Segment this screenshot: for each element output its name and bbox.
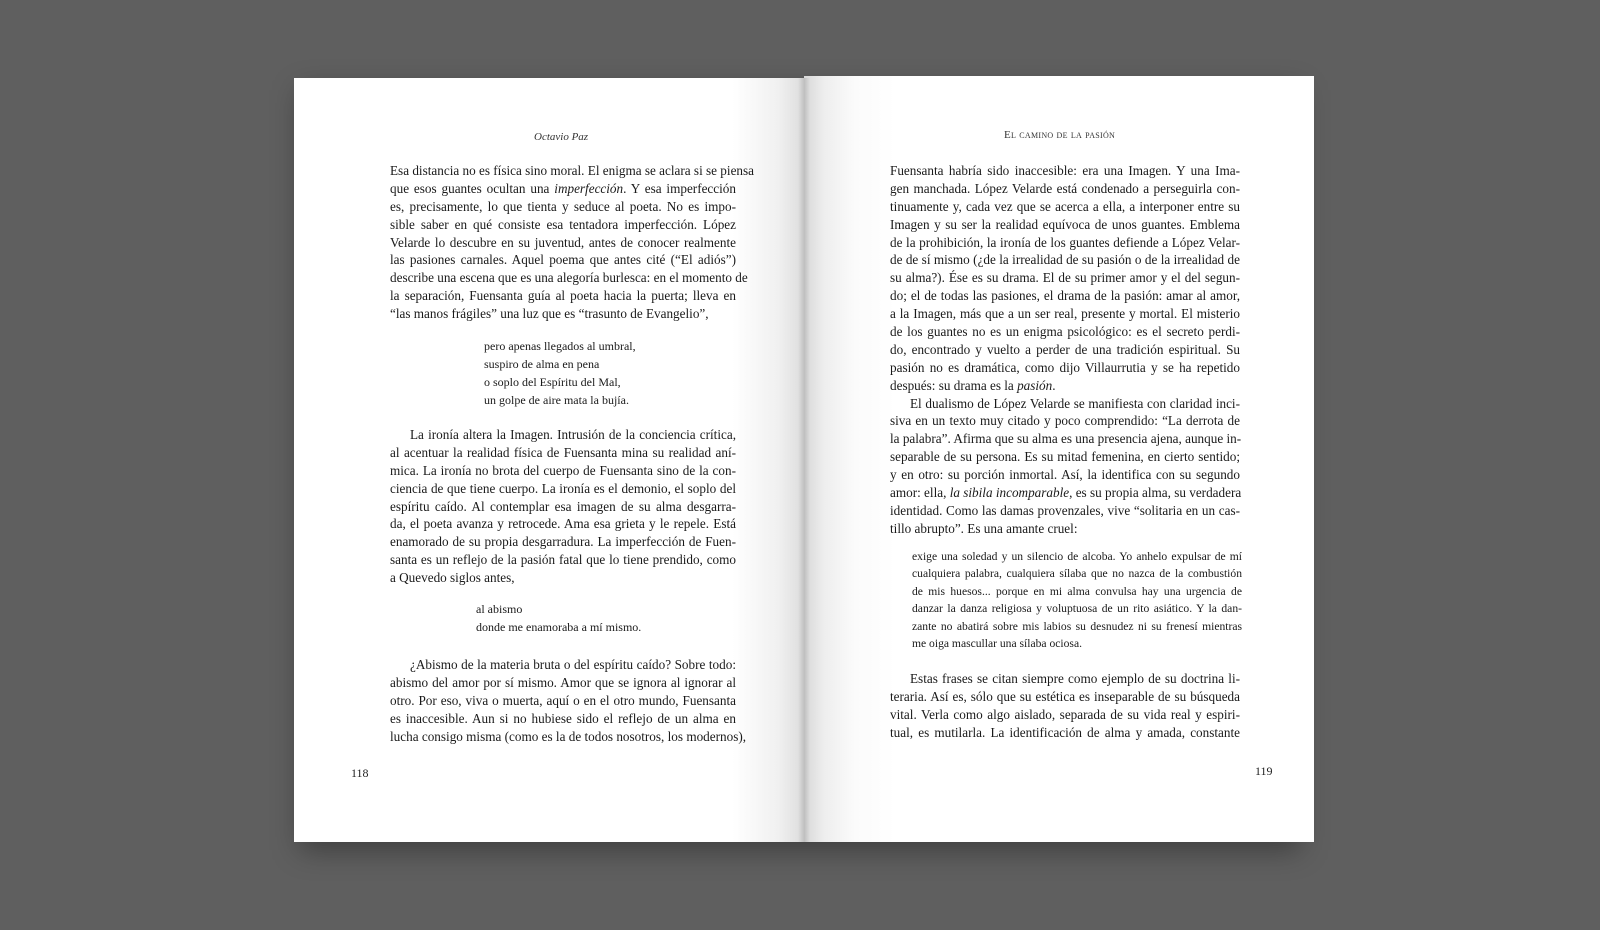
right-paragraph-1 [890, 162, 1240, 538]
verse-line: suspiro de alma en pena [484, 356, 600, 371]
text-line: El dualismo de López Velarde se manifiesta con claridad inci- [910, 395, 1240, 411]
text-line: da, el poeta avanza y retrocede. Ama esa grieta y le repele. Está [390, 516, 736, 532]
text-line: describe una escena que es una alegoría burlesca: en el momento de [390, 270, 748, 286]
block-quote [912, 548, 1242, 652]
text-line: enamorado de su propia desgarradura. La imperfección de Fuen- [390, 534, 736, 550]
text-line: identidad. Como las damas provenzales, vive “solitaria en un cas- [890, 502, 1240, 518]
verse-line: donde me enamoraba a mí mismo. [476, 619, 642, 634]
left-paragraph-2 [390, 426, 736, 587]
right-paragraph-3 [890, 670, 1240, 742]
quote-line: de mis huesos... porque en mi alma convulsa hay una urgencia de [912, 584, 1242, 598]
text-line: siva en un texto muy citado y poco comprendido: “La derrota de [890, 413, 1240, 429]
text-line: pasión no es dramática, como dijo Villaurrutia y se ha repetido [890, 359, 1240, 375]
verse-quote-1 [484, 338, 636, 410]
text-line: separable de su persona. Es su mitad femenina, en cierto sentido; [890, 449, 1240, 465]
text-line: gen manchada. López Velarde está condenado a perseguirla con- [890, 180, 1240, 196]
text-line: la separación, Fuensanta guía al poeta hacia la puerta; lleva en [390, 288, 736, 304]
left-paragraph-1 [390, 162, 755, 323]
text-line: mica. La ironía no brota del cuerpo de Fuensanta sino de la con- [390, 462, 736, 478]
text-line: es, precisamente, lo que tienta y seduce al poeta. No es impo- [390, 198, 736, 214]
text-line: al acentuar la realidad física de Fuensanta mina su realidad aní- [390, 444, 736, 460]
text-line: a Quevedo siglos antes, [390, 570, 515, 586]
quote-line: danzar la danza religiosa y voluptuosa de un rito asiático. Y la dan- [912, 602, 1242, 616]
text-line: a la Imagen, más que a un ser real, presente y mortal. El misterio [890, 306, 1240, 322]
text-line: Velarde lo descubre en su juventud, antes de conocer realmente [390, 234, 736, 250]
verse-line: al abismo [476, 602, 523, 616]
text-line: después: su drama es la pasión. [890, 377, 1056, 393]
emphasis-text: imperfección [554, 180, 624, 196]
emphasis-text: pasión [1017, 377, 1053, 393]
text-line: es inaccesible. Aun si no hubiese sido el reflejo de un alma en [390, 710, 736, 726]
text-line: La ironía altera la Imagen. Intrusión de la conciencia crítica, [410, 427, 736, 442]
text-line: de los guantes no es un enigma psicológico: es el secreto perdi- [890, 324, 1240, 340]
verse-line: pero apenas llegados al umbral, [484, 339, 636, 353]
text-line: sible saber en qué consiste esa tentadora imperfección. López [390, 216, 736, 232]
quote-line: cualquiera palabra, cualquiera sílaba que no nazca de la combustión [912, 567, 1242, 581]
text-line: tillo abrupto”. Es una amante cruel: [890, 520, 1078, 536]
text-line: de de sí mismo (¿de la irrealidad de su pasión o de la irrealidad de [890, 252, 1240, 268]
right-page [804, 76, 1314, 842]
page-number-left: 118 [351, 766, 369, 780]
running-head-author: Octavio Paz [534, 131, 589, 143]
text-line: y en otro: su porción inmortal. Así, la identifica con su segundo [890, 467, 1240, 483]
text-line: “las manos frágiles” una luz que es “trasunto de Evangelio”, [390, 306, 709, 322]
text-line: tinuamente y, cada vez que se acerca a ella, a interponer entre su [890, 198, 1240, 214]
verse-quote-2 [476, 601, 641, 637]
text-line: que esos guantes ocultan una imperfección. Y esa imperfección [390, 180, 736, 196]
text-line: de la prohibición, la ironía de los guantes defiende a López Velar- [890, 234, 1240, 250]
text-line: do; el de todas las pasiones, el drama de la pasión: amar al amor, [890, 288, 1240, 304]
text-line: abismo del amor por sí mismo. Amor que se ignora al ignorar al [390, 674, 736, 690]
text-line: do, encontrado y vuelto a perder de una tradición espiritual. Su [890, 341, 1240, 357]
left-page [294, 78, 804, 842]
text-line: santa es un reflejo de la pasión fatal que lo tiene prendido, como [390, 552, 736, 568]
text-line: Fuensanta habría sido inaccesible: era una Imagen. Y una Ima- [890, 163, 1240, 178]
text-line: espíritu caído. Al contemplar esa imagen de su alma desgarra- [390, 498, 736, 514]
text-line: las pasiones carnales. Aquel poema que antes cité (“El adiós”) [390, 252, 736, 268]
quote-line: me oiga mascullar una sílaba ociosa. [912, 636, 1082, 650]
verse-line: o soplo del Espíritu del Mal, [484, 374, 621, 389]
book-gutter [798, 78, 810, 842]
text-line: otro. Por eso, viva o muerta, aquí o en el otro mundo, Fuensanta [390, 692, 736, 708]
verse-line: un golpe de aire mata la bujía. [484, 392, 629, 407]
running-head-chapter: El camino de la pasión [1004, 129, 1116, 141]
text-line: Esa distancia no es física sino moral. El enigma se aclara si se piensa [390, 163, 755, 178]
text-line: vital. Verla como algo aislado, separada de su vida real y espiri- [890, 706, 1240, 722]
text-line: la palabra”. Afirma que su alma es una presencia ajena, aunque in- [890, 431, 1242, 447]
emphasis-text: la sibila incomparable [949, 485, 1070, 501]
quote-line: exige una soledad y un silencio de alcoba. Yo anhelo expulsar de mí [912, 550, 1242, 563]
page-number-right: 119 [1255, 764, 1273, 778]
text-line: Estas frases se citan siempre como ejemplo de su doctrina li- [910, 671, 1240, 686]
text-line: ¿Abismo de la materia bruta o del espíritu caído? Sobre todo: [410, 657, 736, 672]
text-line: lucha consigo misma (como es la de todos nosotros, los modernos), [390, 728, 747, 744]
text-line: su alma?). Ése es su drama. El de su primer amor y el del segun- [890, 270, 1240, 286]
text-line: Imagen y su ser la realidad equívoca de unos guantes. Emblema [890, 216, 1240, 232]
left-paragraph-3 [390, 656, 747, 745]
text-line: tual, es mutilarla. La identificación de alma y amada, constante [890, 724, 1240, 740]
text-line: amor: ella, la sibila incomparable, es su propia alma, su verdadera [890, 485, 1242, 501]
quote-line: zante no abatirá sobre mis labios su desnudez ni su frenesí mientras [912, 619, 1242, 633]
text-line: teraria. Así es, sólo que su estética es inseparable de su búsqueda [890, 688, 1240, 704]
text-line: ciencia de que tiene cuerpo. La ironía es el demonio, el soplo del [390, 480, 736, 496]
